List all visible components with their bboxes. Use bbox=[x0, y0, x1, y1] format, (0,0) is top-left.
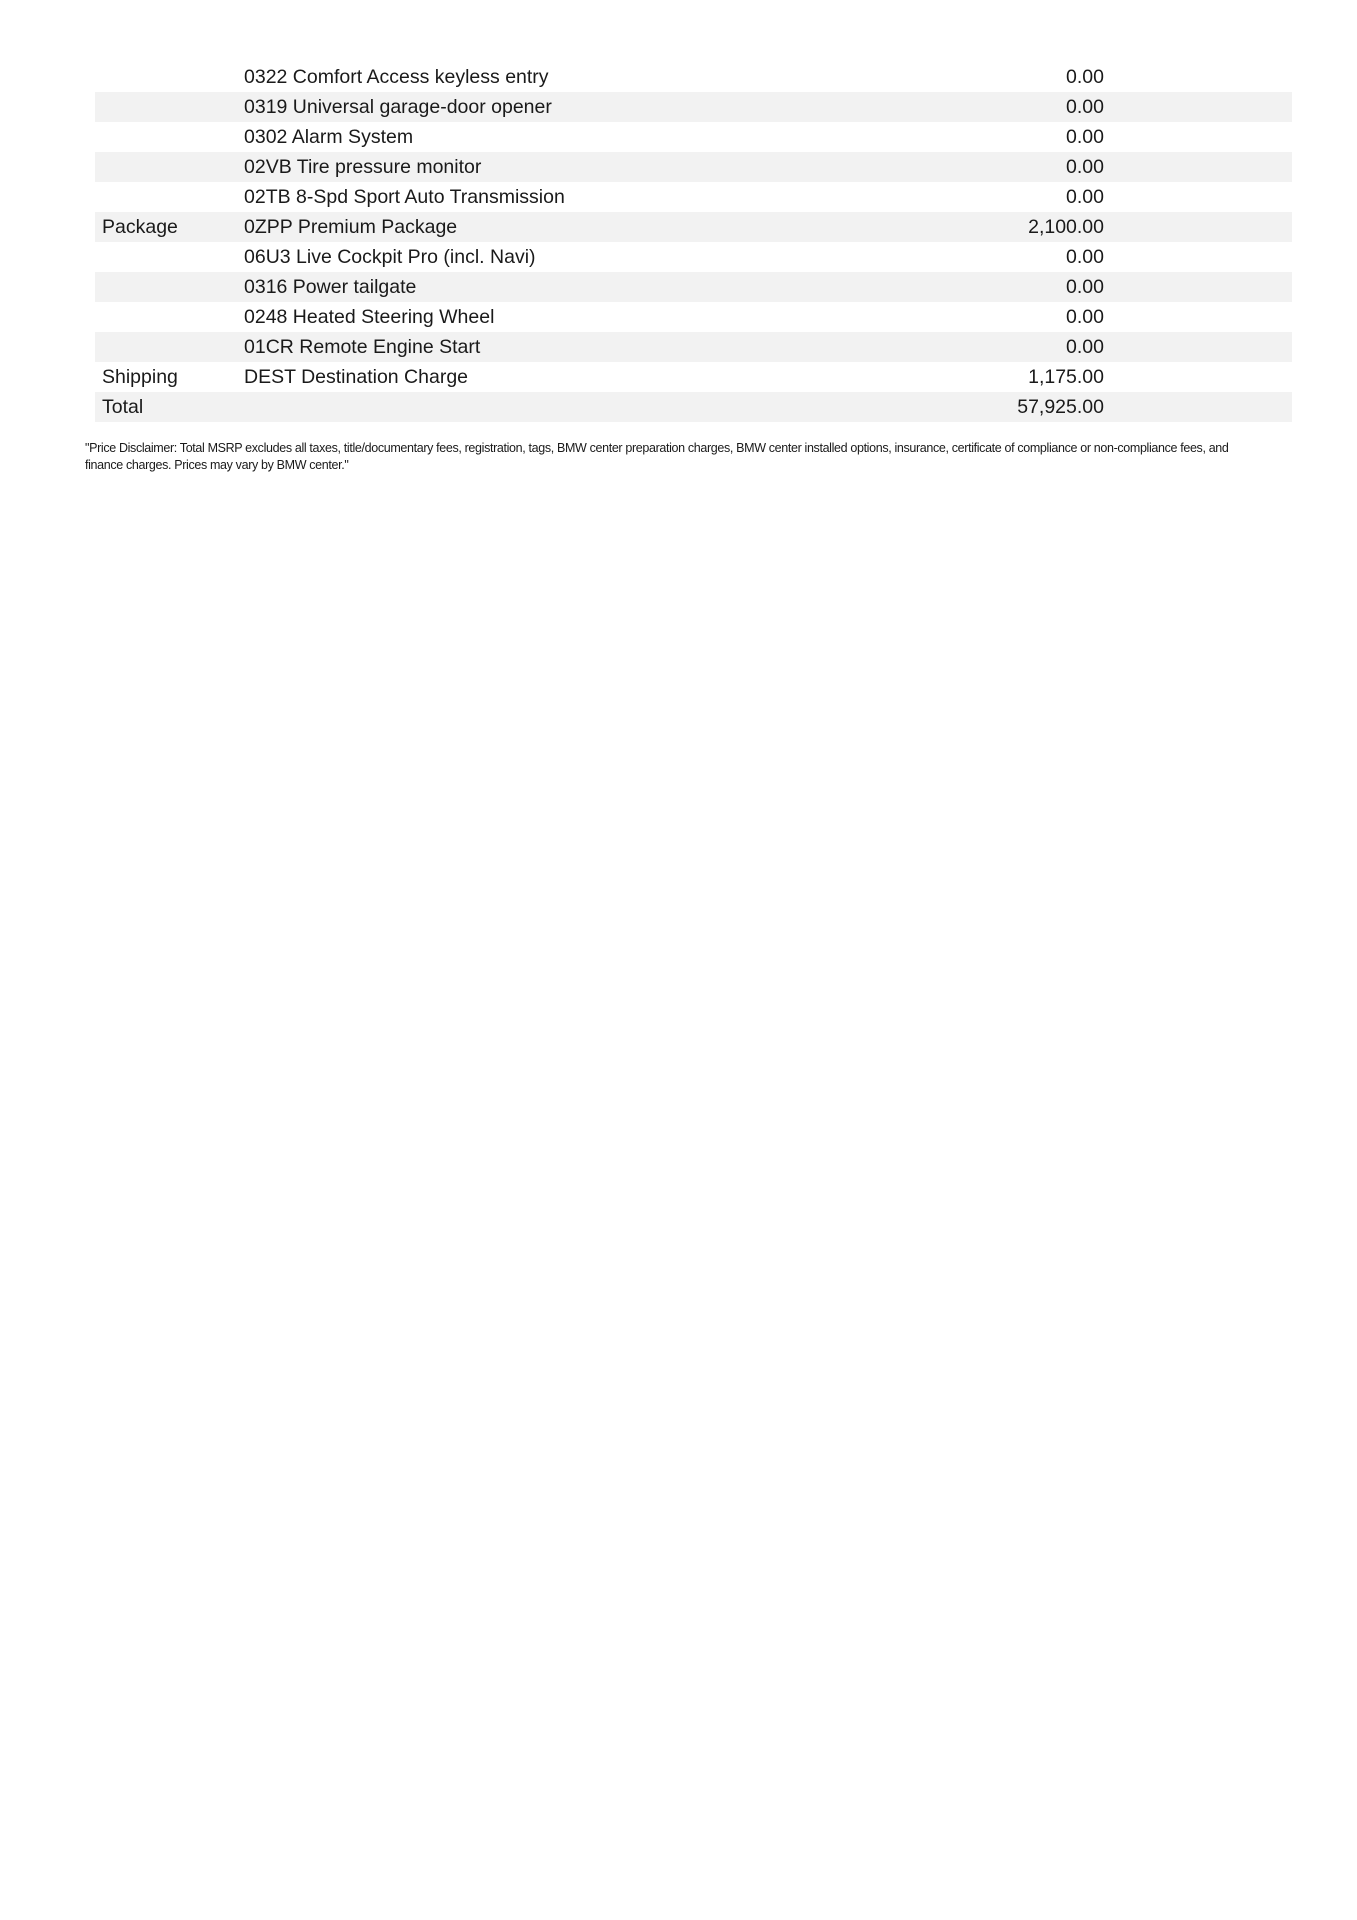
row-category: Package bbox=[95, 212, 242, 242]
row-category bbox=[95, 332, 242, 362]
table-row bbox=[95, 182, 1292, 212]
row-spacer bbox=[1112, 152, 1292, 182]
row-category bbox=[95, 242, 242, 272]
row-description: DEST Destination Charge bbox=[244, 366, 469, 388]
row-category bbox=[95, 122, 242, 152]
row-category bbox=[95, 302, 242, 332]
pricing-table bbox=[95, 62, 1292, 422]
row-spacer bbox=[1112, 362, 1292, 392]
row-category bbox=[95, 92, 242, 122]
row-description: 0316 Power tailgate bbox=[242, 272, 844, 302]
row-price: 0.00 bbox=[844, 332, 1112, 362]
table-row bbox=[95, 212, 1292, 242]
row-spacer bbox=[1112, 332, 1292, 362]
table-row bbox=[95, 392, 1292, 422]
row-price: 2,100.00 bbox=[844, 212, 1112, 242]
table-row bbox=[95, 362, 1292, 392]
table-row bbox=[95, 242, 1292, 272]
row-description: 06U3 Live Cockpit Pro (incl. Navi) bbox=[244, 246, 536, 268]
row-spacer bbox=[1112, 272, 1292, 302]
row-price: 0.00 bbox=[1066, 126, 1104, 148]
row-spacer bbox=[1112, 182, 1292, 212]
row-price: 0.00 bbox=[1066, 186, 1104, 208]
row-price: 0.00 bbox=[1066, 66, 1104, 88]
row-description: 02TB 8-Spd Sport Auto Transmission bbox=[244, 186, 565, 208]
row-category: Total bbox=[95, 392, 242, 422]
table-row bbox=[95, 272, 1292, 302]
row-category bbox=[95, 152, 242, 182]
table-row bbox=[95, 122, 1292, 152]
row-spacer bbox=[1112, 302, 1292, 332]
row-price: 0.00 bbox=[844, 92, 1112, 122]
row-category bbox=[95, 182, 242, 212]
row-description bbox=[242, 392, 844, 422]
row-description: 0319 Universal garage-door opener bbox=[242, 92, 844, 122]
row-price: 0.00 bbox=[1066, 306, 1104, 328]
row-price: 0.00 bbox=[844, 272, 1112, 302]
row-description: 0302 Alarm System bbox=[244, 126, 414, 148]
table-row bbox=[95, 62, 1292, 92]
table-row bbox=[95, 92, 1292, 122]
row-price: 57,925.00 bbox=[844, 392, 1112, 422]
row-price: 0.00 bbox=[844, 152, 1112, 182]
row-category bbox=[95, 62, 242, 92]
row-price: 0.00 bbox=[1066, 246, 1104, 268]
table-row bbox=[95, 152, 1292, 182]
row-spacer bbox=[1112, 392, 1292, 422]
row-description: 0248 Heated Steering Wheel bbox=[244, 306, 495, 328]
row-description: 0ZPP Premium Package bbox=[242, 212, 844, 242]
price-disclaimer: "Price Disclaimer: Total MSRP excludes all taxes, title/documentary fees, registration, tags, BMW center preparation charges, BMW center installed options, insurance, certificate of compliance or non-compliance fees, and finance charges. Prices may vary by BMW center." bbox=[85, 441, 1229, 472]
row-description: 02VB Tire pressure monitor bbox=[242, 152, 844, 182]
table-row bbox=[95, 302, 1292, 332]
table-row bbox=[95, 332, 1292, 362]
row-category: Shipping bbox=[102, 366, 178, 388]
row-spacer bbox=[1112, 92, 1292, 122]
row-description: 01CR Remote Engine Start bbox=[242, 332, 844, 362]
row-spacer bbox=[1112, 212, 1292, 242]
row-description: 0322 Comfort Access keyless entry bbox=[244, 66, 549, 88]
row-category bbox=[95, 272, 242, 302]
pricing-table-body bbox=[95, 62, 1292, 422]
row-spacer bbox=[1112, 242, 1292, 272]
row-spacer bbox=[1112, 62, 1292, 92]
row-price: 1,175.00 bbox=[1028, 366, 1104, 388]
row-spacer bbox=[1112, 122, 1292, 152]
